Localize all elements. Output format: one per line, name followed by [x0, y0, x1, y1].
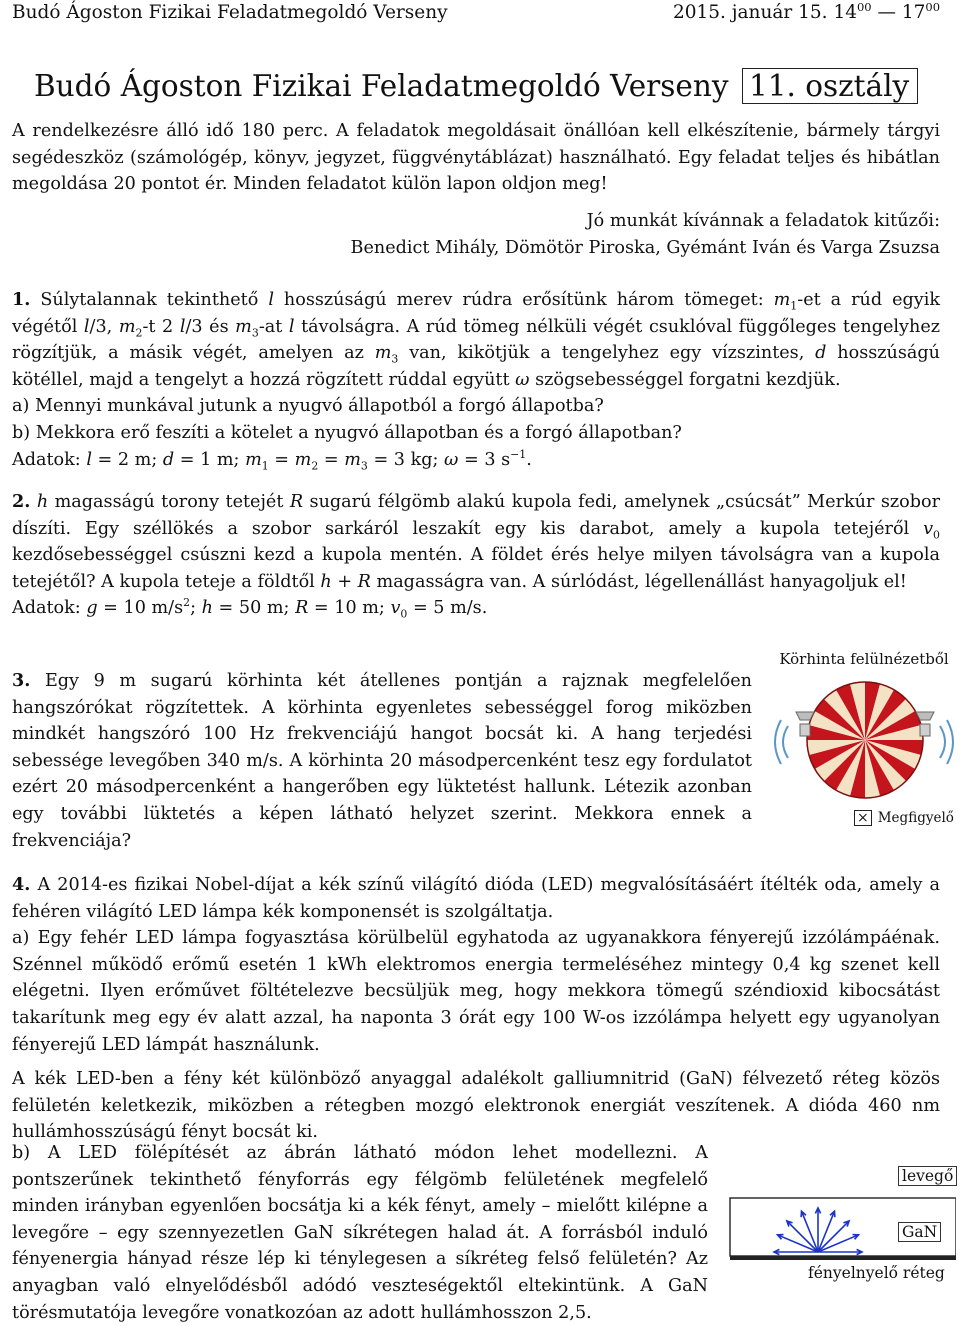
carousel-figure-caption: Körhinta felülnézetből: [779, 650, 949, 668]
carousel-wheel: [807, 682, 923, 798]
credits-line-1: Jó munkát kívánnak a feladatok kitűzői:: [586, 211, 940, 231]
problem-2: 2. h magasságú torony tetejét R sugarú félgömb alakú kupola fedi, amelynek „csúcsát” Merkúr szobor díszíti. Egy széllökés a szobor sarkáról leszakít egy kis darabot, amely a kupola tetejéről $v_0$ kezdősebességgel csúszni kezd a kupola mentén. A földet érés helye milyen távolságra van a kupola tetejétől? A kupola teteje a földtől h + R magasságra van. A súrlódást, légellenállást hanyagoljuk el! Adatok: g = 10 $m/s^2$; h = 50 m; R = 10 m; $v_0 = 5$ m/s.: [12, 491, 941, 621]
wave-left-2: [775, 720, 781, 764]
problem-1-question-b: b) Mekkora erő feszíti a kötelet a nyugvó állapotban és a forgó állapotban?: [12, 422, 682, 443]
led-figure: [726, 1160, 956, 1300]
wave-right-1: [940, 726, 945, 758]
problem-3: 3. Egy 9 m sugarú körhinta két átellenes pontján a rajznak megfelelően hangszórókat rögzítettek. A körhinta egyenletes sebességgel forog miközben mindkét hangszóró 100 Hz frekvenciájú hangot bocsát ki. A hang terjedési sebessége levegőben 340 m/s. A körhinta 20 másodpercenként tesz egy fordulatot ezért 20 másodpercenként a hangerőben egy lüktetést hallunk. Létezik azonban egy további lüktetés a képen látható helyzet szerint. Mekkora ennek a frekvenciája?: [12, 670, 752, 851]
problem-4: 4. A 2014-es fizikai Nobel-díjat a kék színű világító dióda (LED) megvalósításáért ítélték oda, amely a fehéren világító LED lámpa kék komponensét is szolgáltatja. a) Egy fehér LED lámpa fogyasztása körülbelül egyhatoda az ugyanakkora fényerejű izzólámpáénak. Szénnel működő erőmű esetén 1 kWh elektromos energia termeléséhez mintegy 0,4 kg szenet kell elégetni. Ilyen erőművet föltételezve becsüljük meg, hogy mekkora tömegű széndioxid kibocsátást takarítunk meg egy év alatt azzal, ha naponta 3 órát egy 100 W-os izzólámpa helyett egy ugyanolyan fényerejű LED lámpát használunk.: [12, 874, 940, 1055]
observer-mark: ×: [854, 810, 872, 826]
carousel-drawing: [774, 668, 959, 828]
problem-2-data: Adatok: g = 10 $m/s^2$; h = 50 m; R = 10 m; $v_0 = 5$ m/s.: [12, 596, 488, 621]
absorber-line: [730, 1256, 956, 1260]
label-absorber: fényelnyelő réteg: [808, 1264, 945, 1282]
problem-1-question-a: a) Mennyi munkával jutunk a nyugvó állapotból a forgó állapotba?: [12, 396, 604, 417]
problem-1-number: 1.: [12, 289, 31, 310]
problem-4-led-intro: A kék LED-ben a fény két különböző anyaggal adalékolt galliumnitrid (GaN) félvezető réteg közös felületén keletkezik, miközben a rétegben mozgó elektronok energiát veszítenek. A dióda 460 nm hullámhosszúságú fényt bocsát ki.: [12, 1069, 940, 1143]
label-air: levegő: [898, 1166, 957, 1186]
label-gan: GaN: [898, 1222, 941, 1242]
wave-right-2: [947, 720, 953, 764]
problem-3-number: 3.: [12, 670, 31, 691]
page-header: [12, 2, 940, 28]
problem-1-data: Adatok: l = 2 m; d = 1 m; $m_1 = m_2 = m_3 = 3$ kg; ω = 3 $s^{-1}$.: [12, 447, 532, 473]
problem-2-number: 2.: [12, 491, 31, 512]
header-date-time: 2015. január 15. $14^{00}$ — $17^{00}$: [672, 0, 940, 23]
carousel-figure: [774, 650, 959, 840]
problem-4-number: 4.: [12, 874, 31, 895]
instructions: A rendelkezésre álló idő 180 perc. A feladatok megoldásait önállóan kell elkészítenie, bármely tárgyi segédeszköz (számológép, könyv, jegyzet, függvénytáblázat) használható. Egy feladat teljes és hibátlan megoldása 20 pontot ér. Minden feladatot külön lapon oldjon meg!: [12, 121, 940, 195]
observer: × Megfigyelő: [854, 810, 954, 826]
credits: [340, 208, 940, 262]
credits-line-2: Benedict Mihály, Dömötör Piroska, Gyémánt Iván és Varga Zsuzsa: [350, 238, 940, 258]
header-competition-name: Budó Ágoston Fizikai Feladatmegoldó Verseny: [12, 2, 448, 23]
wave-left-1: [783, 726, 788, 758]
page-title: [34, 68, 918, 104]
problem-1: 1. Súlytalannak tekinthető l hosszúságú merev rúdra erősítünk három tömeget: $m_1-et$ a rúd egyik végétől l/3, $m_2-t$ 2 l/3 és $m_3-at$ l távolságra. A rúd tömeg nélküli végét csuklóval függőleges tengelyhez rögzítjük, a másik végét, amelyen az $m_3$ van, kikötjük a tengelyhez egy vízszintes, d hosszúságú kötéllel, majd a tengelyt a hozzá rögzített rúddal együtt ω szögsebességgel forgatni kezdjük. a) Mennyi munkával jutunk a nyugvó állapotból a forgó állapotba? b) Mekkora erő feszíti a kötelet a nyugvó állapotban és a forgó állapotban? Adatok: l = 2 m; d = 1 m; $m_1 = m_2 = m_3 = 3$ kg; ω = 3 $s^{-1}$.: [12, 289, 940, 473]
title-competition: Budó Ágoston Fizikai Feladatmegoldó Verseny: [34, 69, 729, 103]
problem-4-part-b: b) A LED fölépítését az ábrán látható módon lehet modellezni. A pontszerűnek tekinthető fényforrás egy félgömb felületének megfelelő minden irányban egyenlően bocsátja ki a kék fényt, amely – mielőtt kilépne a levegőre – egy szennyezetlen GaN síkrétegen halad át. A forrásból induló fényenergia hányad része lép ki ténylegesen a síkréteg felső felületén? Az anyagban való elnyelődésből adódó veszteségektől eltekintünk. A GaN törésmutatója levegőre vonatkozóan az adott hullámhosszon 2,5.: [12, 1143, 708, 1323]
grade-box: 11. osztály: [742, 68, 918, 104]
problem-4-part-a: a) Egy fehér LED lámpa fogyasztása körülbelül egyhatoda az ugyanakkora fényerejű izzólámpáénak. Szénnel működő erőmű esetén 1 kWh elektromos energia termeléséhez mintegy 0,4 kg szenet kell elégetni. Ilyen erőművet föltételezve becsüljük meg, hogy mekkora tömegű széndioxid kibocsátást takarítunk meg egy év alatt azzal, ha naponta 3 órát egy 100 W-os izzólámpa helyett egy ugyanolyan fényerejű LED lámpát használunk.: [12, 928, 940, 1055]
